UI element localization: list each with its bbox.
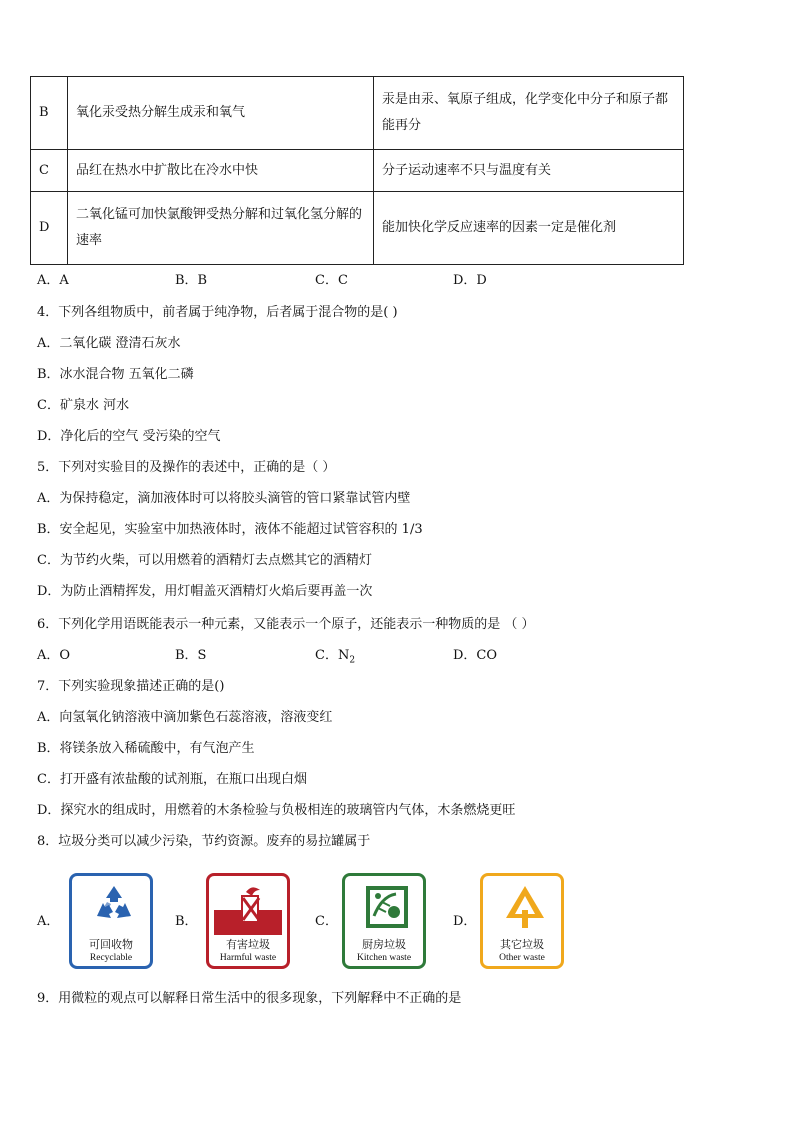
q6-stem: 6．下列化学用语既能表示一种元素，又能表示一个原子，还能表示一种物质的是 （ ） — [37, 617, 535, 632]
q7-option-b[interactable]: B．将镁条放入稀硫酸中，有气泡产生 — [37, 741, 255, 756]
subscript: 2 — [349, 655, 356, 666]
sign-label-en: Other waste — [499, 953, 545, 963]
sign-label-en: Kitchen waste — [356, 953, 412, 963]
q4-option-b[interactable]: B．冰水混合物 五氧化二磷 — [37, 367, 194, 382]
row-explanation: 能加快化学反应速率的因素一定是催化剂 — [374, 192, 684, 265]
q5-option-a[interactable]: A．为保持稳定，滴加液体时可以将胶头滴管的管口紧靠试管内壁 — [37, 491, 411, 506]
q3-option-a[interactable]: A．A — [37, 273, 69, 288]
recycle-icon — [91, 882, 137, 928]
q4-stem: 4．下列各组物质中，前者属于纯净物，后者属于混合物的是( ) — [37, 305, 398, 320]
q6-option-c-text: C．N — [315, 648, 350, 663]
harmful-waste-sign[interactable] — [206, 873, 290, 969]
row-fact: 品红在热水中扩散比在冷水中快 — [68, 150, 374, 192]
q8-letter-a[interactable]: A． — [37, 914, 60, 929]
hazard-icon — [228, 882, 274, 932]
q4-option-c[interactable]: C．矿泉水 河水 — [37, 398, 130, 413]
row-explanation: 汞是由汞、氧原子组成，化学变化中分子和原子都能再分 — [374, 77, 684, 150]
q3-option-b[interactable]: B．B — [175, 273, 208, 288]
row-fact: 氧化汞受热分解生成汞和氧气 — [68, 77, 374, 150]
sign-label-cn: 有害垃圾 — [226, 938, 270, 951]
sign-label-cn: 厨房垃圾 — [362, 938, 406, 951]
q8-letter-c[interactable]: C． — [315, 914, 338, 929]
q5-option-d[interactable]: D．为防止酒精挥发，用灯帽盖灭酒精灯火焰后要再盖一次 — [37, 584, 373, 599]
table-row — [31, 192, 684, 265]
q6-option-b[interactable]: B．S — [175, 648, 207, 663]
fishbone-icon — [364, 882, 410, 932]
sign-label-cn: 其它垃圾 — [500, 938, 544, 951]
q7-option-d[interactable]: D．探究水的组成时，用燃着的木条检验与负极相连的玻璃管内气体，木条燃烧更旺 — [37, 803, 516, 818]
row-label: D — [31, 192, 68, 265]
q5-stem: 5．下列对实验目的及操作的表述中，正确的是（ ） — [37, 460, 336, 475]
q5-option-b[interactable]: B．安全起见，实验室中加热液体时，液体不能超过试管容积的 1/3 — [37, 522, 423, 537]
q7-option-a[interactable]: A．向氢氧化钠溶液中滴加紫色石蕊溶液，溶液变红 — [37, 710, 333, 725]
q5-option-c[interactable]: C．为节约火柴，可以用燃着的酒精灯去点燃其它的酒精灯 — [37, 553, 372, 568]
recyclable-sign[interactable] — [69, 873, 153, 969]
q9-stem: 9．用微粒的观点可以解释日常生活中的很多现象，下列解释中不正确的是 — [37, 991, 462, 1006]
triangle-icon — [502, 882, 548, 932]
q3-option-d[interactable]: D．D — [453, 273, 487, 288]
q8-letter-b[interactable]: B． — [175, 914, 198, 929]
sign-label-cn: 可回收物 — [89, 938, 133, 951]
q4-option-a[interactable]: A．二氧化碳 澄清石灰水 — [37, 336, 181, 351]
kitchen-waste-sign[interactable] — [342, 873, 426, 969]
q6-option-a[interactable]: A．O — [37, 648, 71, 663]
q3-option-c[interactable]: C．C — [315, 273, 348, 288]
table-row — [31, 150, 684, 192]
q4-option-d[interactable]: D．净化后的空气 受污染的空气 — [37, 429, 221, 444]
q6-option-d[interactable]: D．CO — [453, 648, 498, 663]
sign-label-en: Recyclable — [89, 953, 133, 963]
q8-stem: 8．垃圾分类可以减少污染，节约资源。废弃的易拉罐属于 — [37, 834, 371, 849]
q6-option-c[interactable] — [315, 647, 355, 670]
other-waste-sign[interactable] — [480, 873, 564, 969]
sign-label-en: Harmful waste — [219, 953, 277, 963]
q8-letter-d[interactable]: D． — [453, 914, 477, 929]
table-row — [31, 77, 684, 150]
q7-stem: 7．下列实验现象描述正确的是() — [37, 679, 225, 694]
q7-option-c[interactable]: C．打开盛有浓盐酸的试剂瓶，在瓶口出现白烟 — [37, 772, 307, 787]
row-label: C — [31, 150, 68, 192]
row-explanation: 分子运动速率不只与温度有关 — [374, 150, 684, 192]
row-label: B — [31, 77, 68, 150]
question-3-table — [30, 76, 684, 265]
row-fact: 二氧化锰可加快氯酸钾受热分解和过氧化氢分解的速率 — [68, 192, 374, 265]
